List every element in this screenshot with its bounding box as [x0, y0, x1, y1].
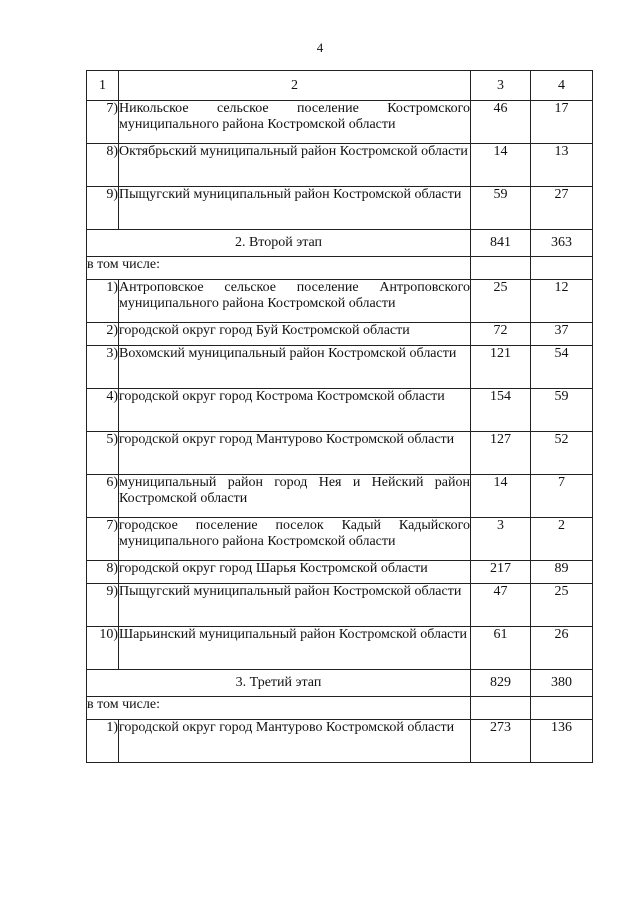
table-row	[87, 323, 593, 346]
value-col3: 154	[471, 389, 531, 432]
municipality-name: Октябрьский муниципальный район Костромской области	[119, 144, 471, 187]
value-col3: 25	[471, 280, 531, 323]
table-row	[87, 627, 593, 670]
value-col3: 273	[471, 720, 531, 763]
stage-total-col4: 363	[531, 230, 593, 257]
stage-title: 2. Второй этап	[87, 230, 471, 257]
stage-total-col3: 829	[471, 670, 531, 697]
value-col3: 14	[471, 475, 531, 518]
row-number: 9)	[87, 584, 119, 627]
row-number: 3)	[87, 346, 119, 389]
municipality-name: Никольское сельское поселение Костромского муниципального района Костромской области	[119, 101, 471, 144]
row-number: 7)	[87, 518, 119, 561]
header-cell: 1	[87, 71, 119, 101]
value-col4: 26	[531, 627, 593, 670]
value-col3: 61	[471, 627, 531, 670]
value-col4: 59	[531, 389, 593, 432]
table-row	[87, 101, 593, 144]
stage-title: 3. Третий этап	[87, 670, 471, 697]
row-number: 5)	[87, 432, 119, 475]
row-number: 8)	[87, 144, 119, 187]
row-number: 9)	[87, 187, 119, 230]
value-col4: 12	[531, 280, 593, 323]
value-col3: 14	[471, 144, 531, 187]
municipality-name: городской округ город Мантурово Костромской области	[119, 432, 471, 475]
value-col3: 3	[471, 518, 531, 561]
subheading-row	[87, 257, 593, 280]
subheading-label: в том числе:	[87, 697, 471, 720]
table-row	[87, 187, 593, 230]
table-body	[87, 71, 593, 763]
table-row	[87, 720, 593, 763]
value-col4: 25	[531, 584, 593, 627]
row-number: 4)	[87, 389, 119, 432]
value-col4: 17	[531, 101, 593, 144]
table-row	[87, 432, 593, 475]
municipality-name: Антроповское сельское поселение Антроповского муниципального района Костромской области	[119, 280, 471, 323]
table-header-row	[87, 71, 593, 101]
value-col3: 72	[471, 323, 531, 346]
value-col4: 52	[531, 432, 593, 475]
row-number: 1)	[87, 720, 119, 763]
empty-cell	[471, 697, 531, 720]
subheading-row	[87, 697, 593, 720]
municipality-name: городской округ город Буй Костромской области	[119, 323, 471, 346]
row-number: 1)	[87, 280, 119, 323]
stage-total-col3: 841	[471, 230, 531, 257]
value-col3: 217	[471, 561, 531, 584]
row-number: 7)	[87, 101, 119, 144]
stage-row	[87, 230, 593, 257]
header-cell: 2	[119, 71, 471, 101]
municipality-name: городское поселение поселок Кадый Кадыйского муниципального района Костромской области	[119, 518, 471, 561]
value-col4: 136	[531, 720, 593, 763]
empty-cell	[471, 257, 531, 280]
row-number: 10)	[87, 627, 119, 670]
value-col4: 27	[531, 187, 593, 230]
value-col3: 121	[471, 346, 531, 389]
allocation-table	[86, 70, 593, 763]
page-number: 4	[316, 40, 324, 55]
municipality-name: муниципальный район город Нея и Нейский район Костромской области	[119, 475, 471, 518]
header-cell: 3	[471, 71, 531, 101]
empty-cell	[531, 257, 593, 280]
value-col3: 59	[471, 187, 531, 230]
value-col4: 2	[531, 518, 593, 561]
municipality-name: городской округ город Кострома Костромской области	[119, 389, 471, 432]
table-row	[87, 144, 593, 187]
row-number: 8)	[87, 561, 119, 584]
stage-total-col4: 380	[531, 670, 593, 697]
table-row	[87, 584, 593, 627]
subheading-label: в том числе:	[87, 257, 471, 280]
empty-cell	[531, 697, 593, 720]
table-row	[87, 389, 593, 432]
value-col3: 127	[471, 432, 531, 475]
value-col4: 13	[531, 144, 593, 187]
value-col3: 47	[471, 584, 531, 627]
table-row	[87, 518, 593, 561]
value-col4: 54	[531, 346, 593, 389]
municipality-name: городской округ город Шарья Костромской области	[119, 561, 471, 584]
municipality-name: Пыщугский муниципальный район Костромской области	[119, 187, 471, 230]
row-number: 6)	[87, 475, 119, 518]
municipality-name: Шарьинский муниципальный район Костромской области	[119, 627, 471, 670]
header-cell: 4	[531, 71, 593, 101]
value-col4: 37	[531, 323, 593, 346]
municipality-name: городской округ город Мантурово Костромской области	[119, 720, 471, 763]
municipality-name: Вохомский муниципальный район Костромской области	[119, 346, 471, 389]
table-row	[87, 561, 593, 584]
table-row	[87, 475, 593, 518]
value-col4: 89	[531, 561, 593, 584]
table-row	[87, 280, 593, 323]
municipality-name: Пыщугский муниципальный район Костромской области	[119, 584, 471, 627]
table-row	[87, 346, 593, 389]
stage-row	[87, 670, 593, 697]
value-col4: 7	[531, 475, 593, 518]
row-number: 2)	[87, 323, 119, 346]
value-col3: 46	[471, 101, 531, 144]
